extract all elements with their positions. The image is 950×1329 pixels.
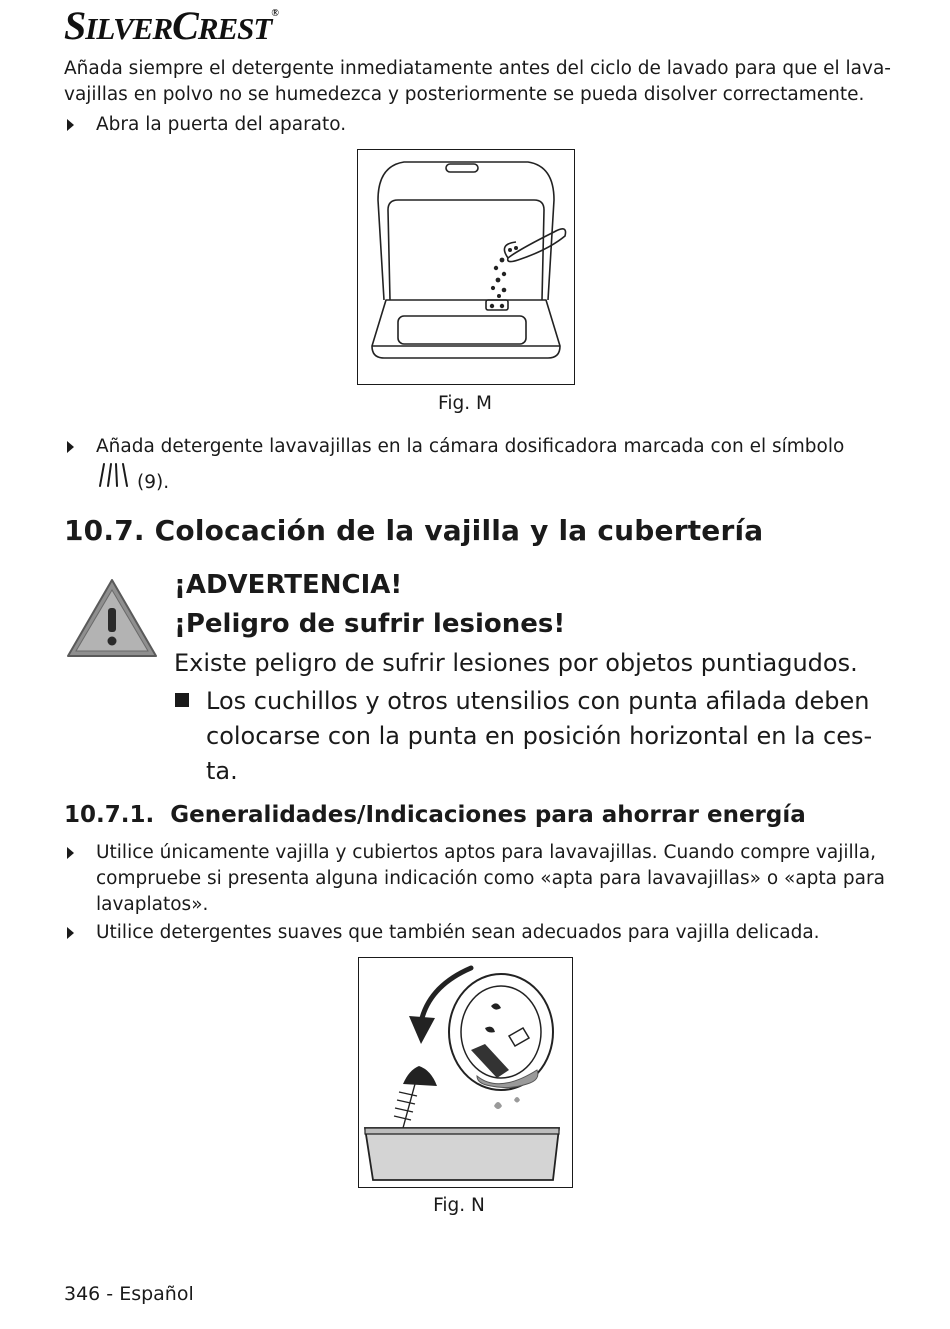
detergent-chamber-symbol-icon <box>96 460 132 490</box>
page-footer: 346 - Español <box>64 1283 194 1305</box>
tip-line: compruebe si presenta alguna indicación como «apta para lavavajillas» o «apta para <box>96 868 885 889</box>
bullet-arrow-icon <box>67 441 74 453</box>
bullet-arrow-icon <box>67 927 74 939</box>
intro-line: vajillas en polvo no se humedezca y posteriormente se pueda disolver correctamente. <box>64 84 865 105</box>
warning-subtitle: ¡Peligro de sufrir lesiones! <box>174 609 566 639</box>
subsection-heading: 10.7.1. Generalidades/Indicaciones para ahorrar energía <box>64 802 806 828</box>
figure-n <box>358 957 573 1188</box>
brand-logo: SILVERCREST® <box>64 3 278 48</box>
step-add-detergent-suffix: (9). <box>137 472 170 493</box>
square-bullet-icon <box>175 693 189 707</box>
scrape-plate-illustration <box>359 958 572 1187</box>
figure-n-caption: Fig. N <box>433 1195 485 1216</box>
tip-line: Utilice únicamente vajilla y cubiertos aptos para lavavajillas. Cuando compre vajilla, <box>96 842 876 863</box>
tip-dishwasher-safe <box>96 840 885 918</box>
warning-item-line: ta. <box>206 757 238 785</box>
tip-line: lavaplatos». <box>96 894 209 915</box>
bullet-arrow-icon <box>67 119 74 131</box>
warning-item-line: colocarse con la punta en posición horizontal en la ces- <box>206 722 873 750</box>
step-add-detergent: Añada detergente lavavajillas en la cámara dosificadora marcada con el símbolo <box>96 436 845 457</box>
warning-triangle-icon <box>64 576 160 660</box>
warning-item-line: Los cuchillos y otros utensilios con punta afilada deben <box>206 687 870 715</box>
figure-m-caption: Fig. M <box>438 393 492 414</box>
warning-item <box>206 684 872 789</box>
dishwasher-open-illustration <box>358 150 574 384</box>
step-open-door: Abra la puerta del aparato. <box>96 114 347 135</box>
tip-mild-detergent: Utilice detergentes suaves que también sean adecuados para vajilla delicada. <box>96 922 820 943</box>
warning-text: Existe peligro de sufrir lesiones por objetos puntiagudos. <box>174 649 858 677</box>
step-add-detergent-symbol-line <box>96 460 296 492</box>
warning-title: ¡ADVERTENCIA! <box>174 570 403 600</box>
intro-paragraph <box>64 56 891 108</box>
figure-m <box>357 149 575 385</box>
section-heading: 10.7. Colocación de la vajilla y la cubertería <box>64 514 764 547</box>
bullet-arrow-icon <box>67 847 74 859</box>
intro-line: Añada siempre el detergente inmediatamente antes del ciclo de lavado para que el lava- <box>64 58 891 79</box>
